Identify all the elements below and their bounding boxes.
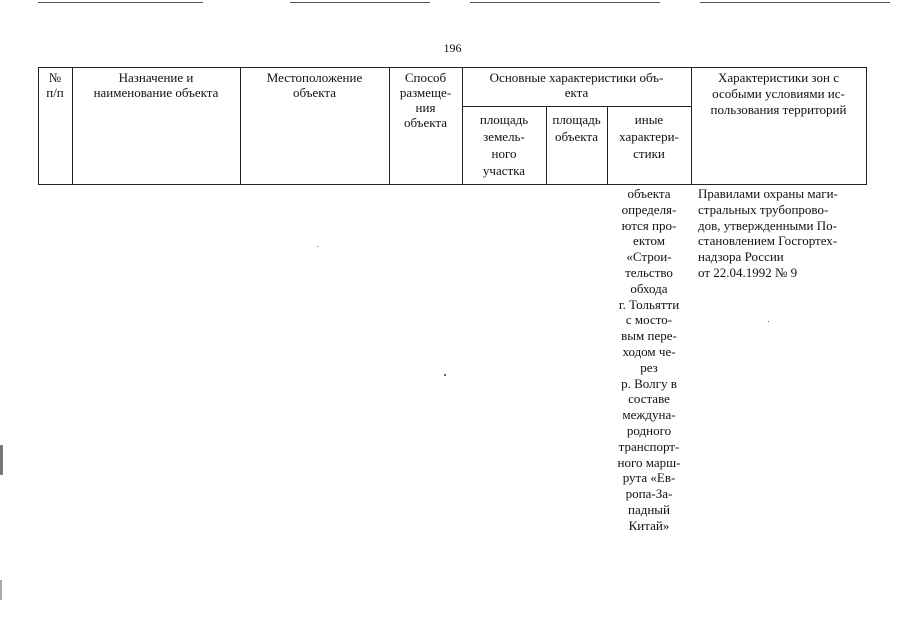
header-bottom-border	[38, 184, 867, 185]
header-object-area: площадь объекта	[552, 112, 601, 144]
scan-speck	[317, 246, 318, 247]
scan-edge-mark	[0, 580, 2, 600]
scan-speck	[768, 321, 769, 322]
header-placement-method: Способ размеще- ния объекта	[399, 70, 452, 130]
header-special-zones: Характеристики зон с особыми условиями ис- пользования территорий	[710, 70, 847, 117]
col-border	[866, 67, 867, 185]
scan-top-edge	[38, 2, 203, 3]
scan-top-edge	[700, 2, 890, 3]
page-number: 196	[443, 41, 462, 55]
scan-top-edge	[290, 2, 430, 3]
scan-edge-mark	[0, 445, 3, 475]
group-divider	[462, 106, 691, 107]
header-main-characteristics: Основные характеристики объ- екта	[489, 70, 664, 100]
header-number: № п/п	[46, 70, 64, 100]
other-characteristics-text: объекта определя- ются про- ектом «Строи- тельство обхода г. Тольятти с мосто- вым пере- ходом че- рез р. Волгу в составе междуна- родного транспорт- ного марш- рута «Ев- ропа-За- падный Китай»	[617, 186, 681, 533]
header-other-characteristics: иные характери- стики	[619, 112, 679, 161]
table-top-border	[38, 67, 867, 68]
scan-top-edge	[470, 2, 660, 3]
special-zones-text: Правилами охраны маги- стральных трубопрово- дов, утвержденными По- становлением Госгортех- надзора России от 22.04.1992 № 9	[698, 186, 838, 280]
header-purpose: Назначение и наименование объекта	[93, 70, 219, 100]
scan-speck	[444, 374, 446, 376]
header-location: Местоположение объекта	[266, 70, 363, 100]
header-land-area: площадь земель- ного участка	[479, 112, 529, 178]
